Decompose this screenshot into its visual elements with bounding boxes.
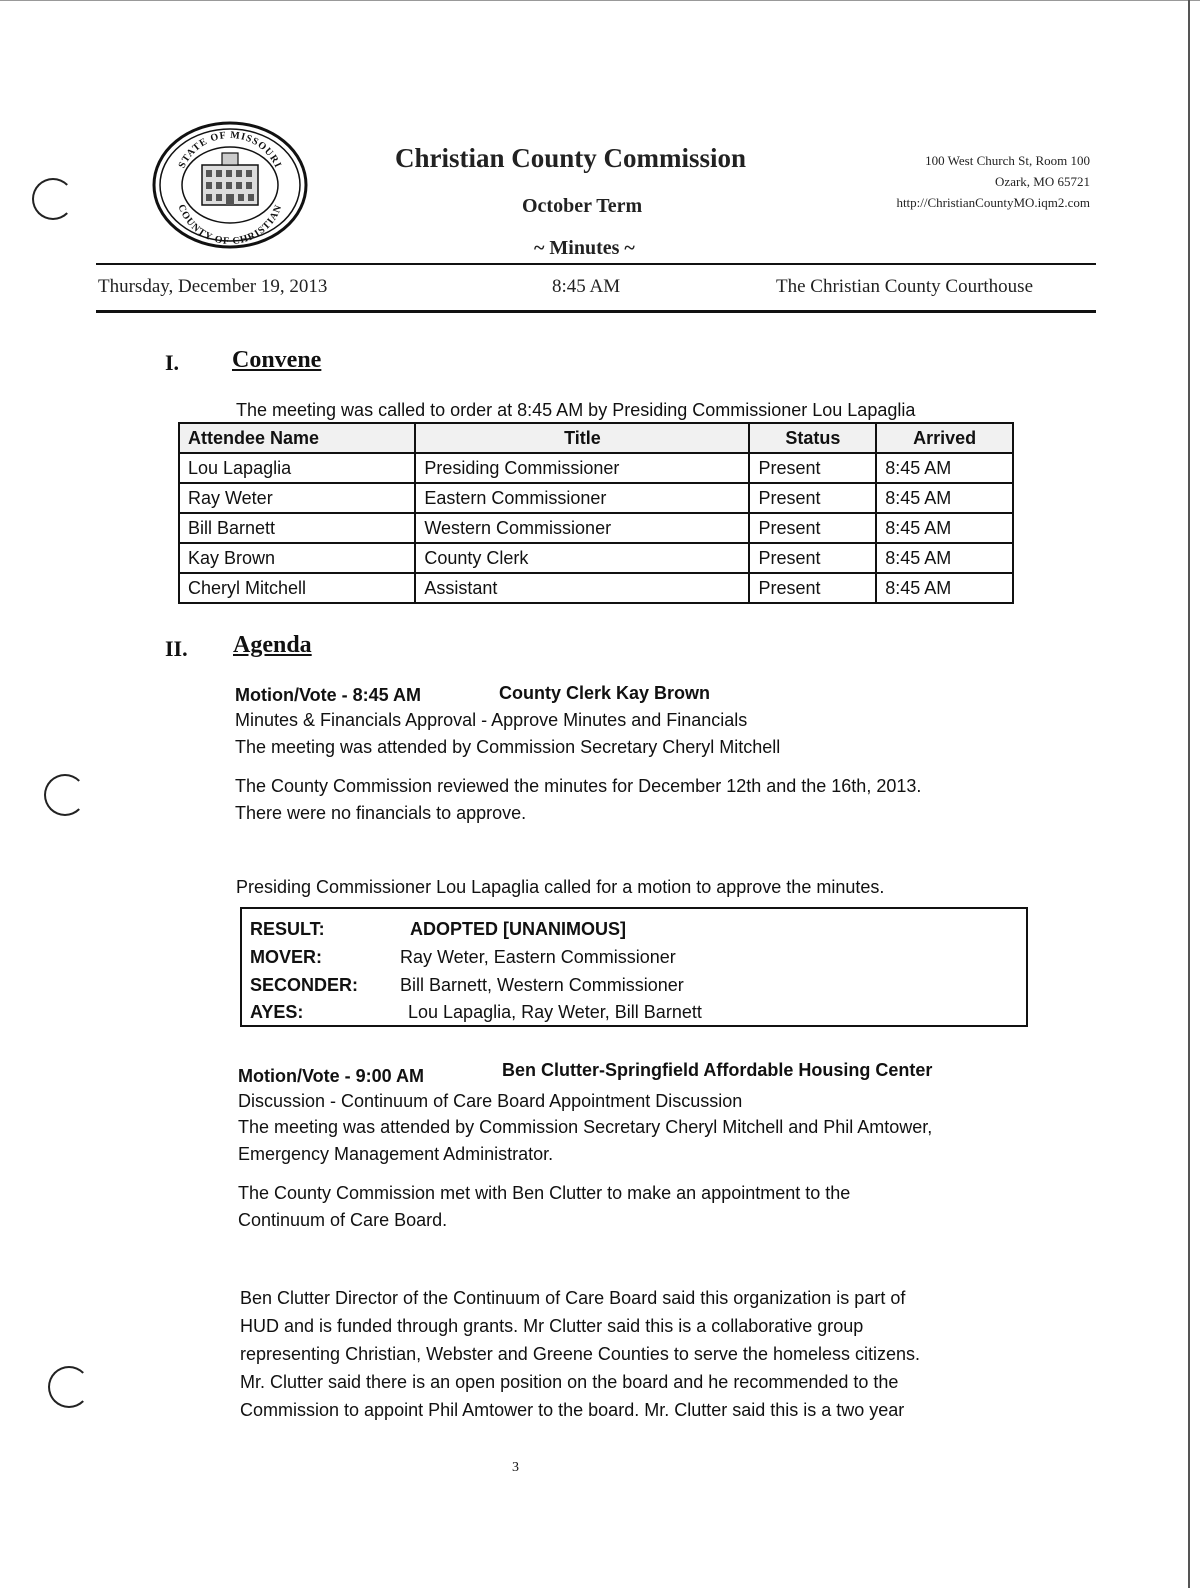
clutter-paragraph	[240, 1284, 920, 1424]
ayes-value: Lou Lapaglia, Ray Weter, Bill Barnett	[408, 1002, 702, 1022]
attendee-name: Bill Barnett	[179, 513, 415, 543]
paragraph-line: Ben Clutter Director of the Continuum of Care Board said this organization is part of	[240, 1288, 906, 1308]
attended-2a: The meeting was attended by Commission Secretary Cheryl Mitchell and Phil Amtower,	[238, 1117, 933, 1137]
attendee-name: Kay Brown	[179, 543, 415, 573]
col-header-status: Status	[749, 423, 876, 453]
attendee-name: Lou Lapaglia	[179, 453, 415, 483]
mover-value: Ray Weter, Eastern Commissioner	[400, 947, 676, 967]
website-link[interactable]: http://ChristianCountyMO.iqm2.com	[896, 195, 1090, 210]
address-line-1: 100 West Church St, Room 100	[925, 153, 1090, 168]
attended-1: The meeting was attended by Commission Secretary Cheryl Mitchell	[235, 737, 781, 757]
attendee-status: Present	[749, 543, 876, 573]
attendee-status: Present	[749, 513, 876, 543]
seconder-value: Bill Barnett, Western Commissioner	[400, 975, 684, 995]
address-block	[860, 150, 1090, 213]
punch-hole	[44, 774, 86, 816]
attendee-status: Present	[749, 483, 876, 513]
attendee-title: Presiding Commissioner	[415, 453, 749, 483]
attendee-table-header	[179, 423, 1013, 453]
seal-bottom-text: COUNTY OF CHRISTIAN	[175, 202, 285, 248]
page-top-edge	[0, 0, 1200, 1]
convene-intro: The meeting was called to order at 8:45 AM by Presiding Commissioner Lou Lapaglia	[236, 400, 916, 420]
table-row	[179, 573, 1013, 603]
table-row	[179, 483, 1013, 513]
body-2a: The County Commission met with Ben Clutter to make an appointment to the	[238, 1183, 851, 1203]
vote-result-box	[240, 907, 1028, 1027]
attendee-table	[178, 422, 1014, 604]
paragraph-line: HUD and is funded through grants. Mr Clutter said this is a collaborative group	[240, 1316, 864, 1336]
section-title-convene: Convene	[232, 347, 322, 373]
attendee-title: Assistant	[415, 573, 749, 603]
attendee-title: County Clerk	[415, 543, 749, 573]
attendee-status: Present	[749, 573, 876, 603]
table-row	[179, 453, 1013, 483]
table-row	[179, 513, 1013, 543]
attendee-arrived: 8:45 AM	[876, 513, 1013, 543]
subject-2: Discussion - Continuum of Care Board Appointment Discussion	[238, 1091, 743, 1111]
paragraph-line: Commission to appoint Phil Amtower to the board. Mr. Clutter said this is a two year	[240, 1400, 905, 1420]
col-header-attendee: Attendee Name	[179, 423, 415, 453]
seconder-label: SECONDER:	[250, 975, 359, 995]
mover-label: MOVER:	[250, 947, 322, 967]
paragraph-line: representing Christian, Webster and Greene Counties to serve the homeless citizens.	[240, 1344, 921, 1364]
header-rule-bottom	[96, 310, 1096, 313]
body-1a: The County Commission reviewed the minutes for December 12th and the 16th, 2013.	[235, 776, 922, 796]
address-line-2: Ozark, MO 65721	[995, 174, 1090, 189]
seal-top-text: STATE OF MISSOURI	[176, 129, 284, 171]
attendee-arrived: 8:45 AM	[876, 483, 1013, 513]
paragraph-line: Mr. Clutter said there is an open position on the board and he recommended to the	[240, 1372, 899, 1392]
attendee-title: Western Commissioner	[415, 513, 749, 543]
attendee-status: Present	[749, 453, 876, 483]
page-number: 3	[512, 1460, 519, 1475]
table-row	[179, 543, 1013, 573]
motion-vote-time-2: Motion/Vote - 9:00 AM	[238, 1066, 424, 1086]
attendee-arrived: 8:45 AM	[876, 543, 1013, 573]
commission-title: Christian County Commission	[395, 143, 747, 173]
attendee-arrived: 8:45 AM	[876, 573, 1013, 603]
body-1b: There were no financials to approve.	[235, 803, 527, 823]
col-header-title: Title	[415, 423, 749, 453]
attended-2b: Emergency Management Administrator.	[238, 1144, 554, 1164]
attendee-name: Cheryl Mitchell	[179, 573, 415, 603]
meeting-date: Thursday, December 19, 2013	[98, 276, 328, 297]
motion-vote-time-1: Motion/Vote - 8:45 AM	[235, 685, 421, 705]
ayes-label: AYES:	[250, 1002, 304, 1022]
body-2b: Continuum of Care Board.	[238, 1210, 448, 1230]
term-label: October Term	[522, 195, 643, 217]
presenter-1: County Clerk Kay Brown	[499, 683, 711, 703]
attendee-name: Ray Weter	[179, 483, 415, 513]
punch-hole	[32, 178, 74, 220]
presenter-2: Ben Clutter-Springfield Affordable Housing Center	[502, 1060, 933, 1080]
attendee-arrived: 8:45 AM	[876, 453, 1013, 483]
header-rule-top	[96, 263, 1096, 265]
result-value: ADOPTED [UNANIMOUS]	[410, 919, 626, 939]
meeting-location: The Christian County Courthouse	[776, 276, 1034, 297]
section-number-agenda: II.	[165, 636, 188, 661]
subject-1: Minutes & Financials Approval - Approve Minutes and Financials	[235, 710, 748, 730]
col-header-arrived: Arrived	[876, 423, 1013, 453]
section-title-agenda: Agenda	[233, 632, 312, 658]
attendee-title: Eastern Commissioner	[415, 483, 749, 513]
result-label: RESULT:	[250, 919, 325, 939]
section-number-convene: I.	[165, 350, 180, 375]
motion-call-1: Presiding Commissioner Lou Lapaglia called for a motion to approve the minutes.	[236, 877, 885, 897]
county-seal	[150, 120, 310, 250]
minutes-label: ~ Minutes ~	[534, 237, 635, 259]
page-right-edge	[1188, 0, 1190, 1588]
punch-hole	[48, 1366, 90, 1408]
meeting-time: 8:45 AM	[552, 276, 621, 297]
